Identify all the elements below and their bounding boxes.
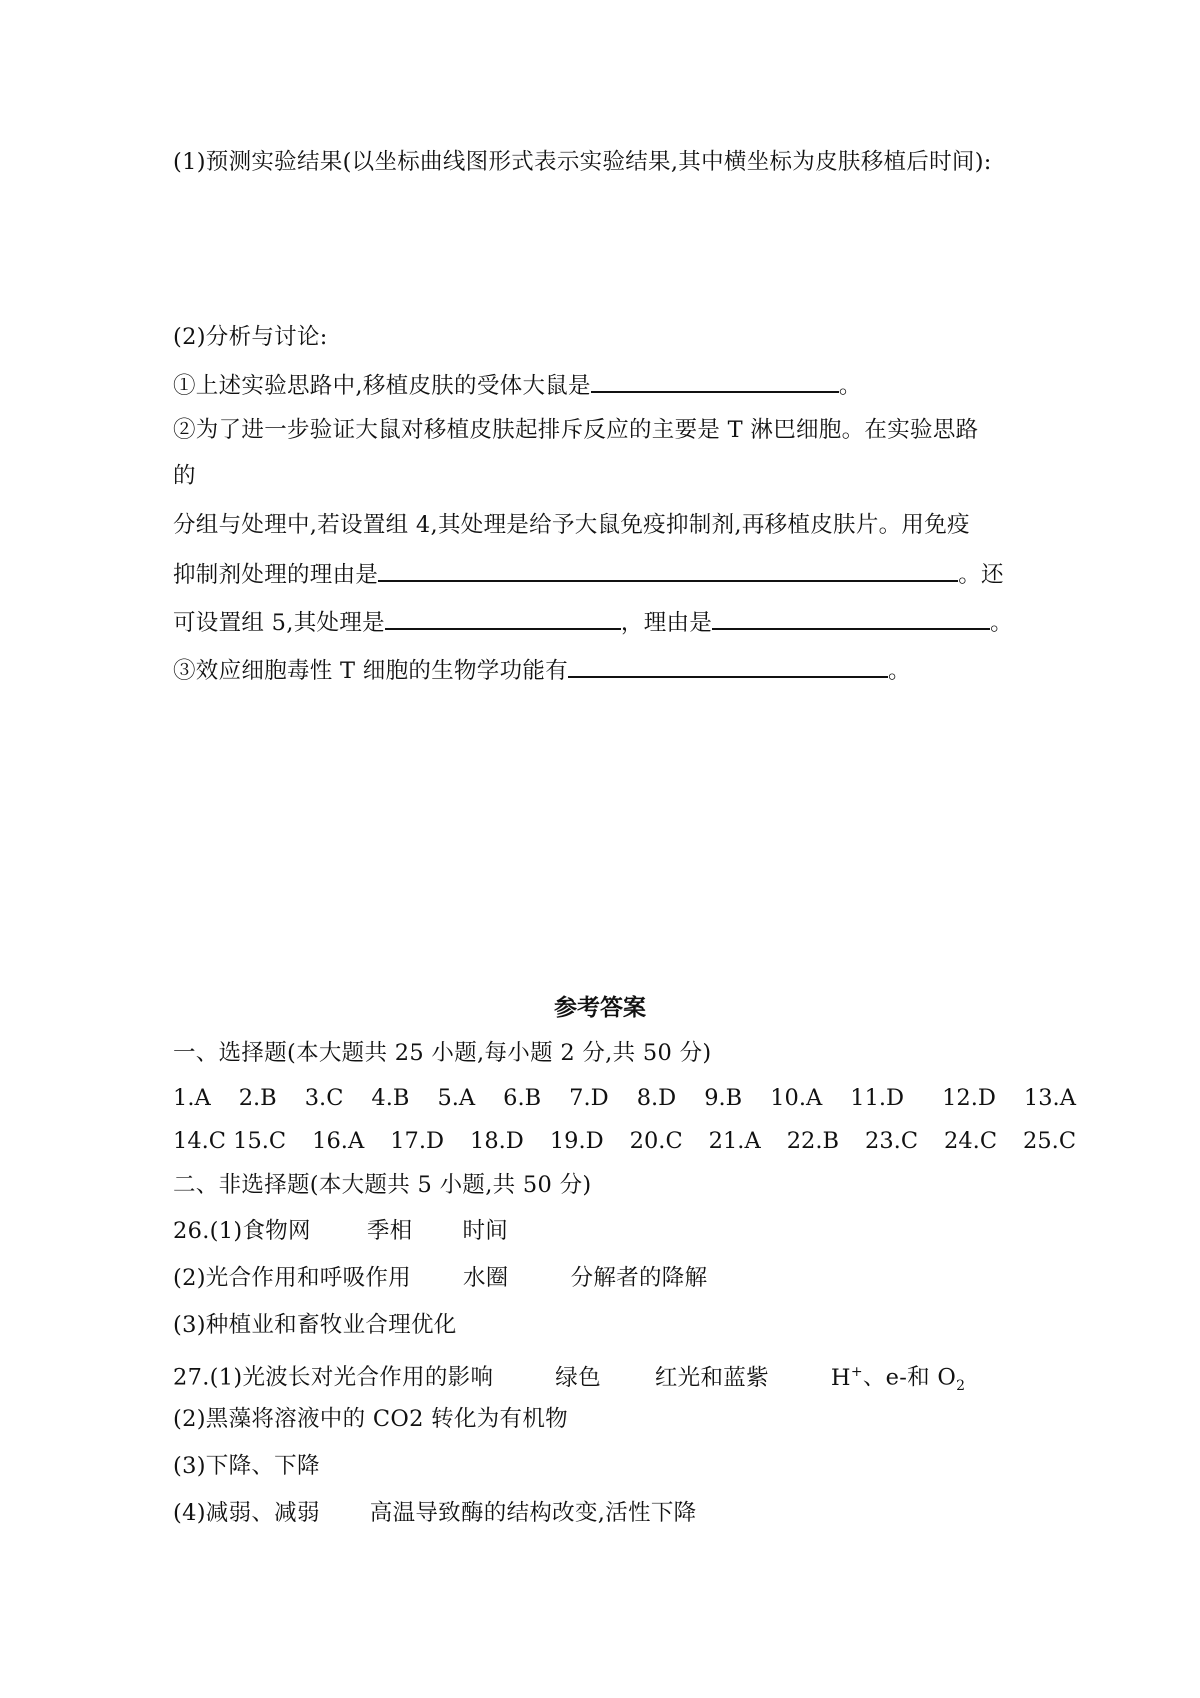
answer-item: 21.A [708,1128,761,1154]
answer-item: 17.D [390,1128,445,1154]
answer-blank-4[interactable] [712,606,990,630]
answer-27-3: (3)下降、下降 [173,1453,320,1479]
answer-blank-5[interactable] [568,654,888,678]
answer-item: 12.D [942,1085,996,1111]
answer-item: 18.D [470,1128,524,1154]
answer-26-2: (2)光合作用和呼吸作用 水圈 分解者的降解 [173,1265,708,1291]
answer-item: 13.A [1023,1085,1076,1111]
answer-blank-2[interactable] [378,558,958,582]
answer-item: 2.B [238,1085,277,1111]
answer-item: 1.A [173,1085,211,1111]
section-1-heading: 一、选择题(本大题共 25 小题,每小题 2 分,共 50 分) [173,1040,712,1066]
answers-row-2 [173,1126,1076,1156]
question-2-2-line-4: 可设置组 5,其处理是 ，理由是 。 [173,606,1013,638]
answer-item: 8.D [636,1085,677,1111]
question-2-1: ①上述实验思路中,移植皮肤的受体大鼠是 。 [173,369,862,401]
question-part-1: (1)预测实验结果(以坐标曲线图形式表示实验结果,其中横坐标为皮肤移植后时间): [173,149,992,175]
section-2-heading: 二、非选择题(本大题共 5 小题,共 50 分) [173,1172,592,1198]
question-2-3: ③效应细胞毒性 T 细胞的生物学功能有 。 [173,654,911,686]
answer-item: 9.B [704,1085,743,1111]
answer-27-1: 27.(1)光波长对光合作用的影响 绿色 红光和蓝紫 H+、e-和 $O_2$ [173,1364,966,1394]
answer-item: 5.A [437,1085,476,1111]
answer-item: 10.A [770,1085,823,1111]
question-part-2: (2)分析与讨论: [173,324,328,350]
answer-item: 11.D [850,1085,905,1111]
question-2-2-line-1b: 的 [173,463,196,489]
question-2-2-line-1: ②为了进一步验证大鼠对移植皮肤起排斥反应的主要是 T 淋巴细胞。在实验思路 [173,417,979,443]
answer-item: 16.A [312,1128,365,1154]
answer-item: 19.D [549,1128,604,1154]
answers-title: 参考答案 [554,994,646,1021]
answer-item: 14.C 15.C [173,1128,287,1154]
answer-item: 4.B [371,1085,410,1111]
answer-item: 22.B [786,1128,840,1154]
answer-26-1: 26.(1)食物网 季相 时间 [173,1218,509,1244]
answer-item: 3.C [304,1085,344,1111]
answer-26-3: (3)种植业和畜牧业合理优化 [173,1312,457,1338]
answer-blank-3[interactable] [385,606,621,630]
answers-row-1 [173,1083,1076,1113]
answer-27-4: (4)减弱、减弱 高温导致酶的结构改变,活性下降 [173,1500,697,1526]
answer-item: 24.C [944,1128,998,1154]
answer-item: 20.C [629,1128,683,1154]
answer-item: 7.D [569,1085,609,1111]
answer-27-2: (2)黑藻将溶液中的 CO2 转化为有机物 [173,1406,568,1432]
answer-item: 6.B [503,1085,542,1111]
answer-item: 25.C [1023,1128,1077,1154]
question-2-2-line-3: 抑制剂处理的理由是 。还 [173,558,1004,590]
answer-blank-1[interactable] [591,369,839,393]
answer-item: 23.C [865,1128,919,1154]
question-2-2-line-2: 分组与处理中,若设置组 4,其处理是给予大鼠免疫抑制剂,再移植皮肤片。用免疫 [173,512,970,538]
